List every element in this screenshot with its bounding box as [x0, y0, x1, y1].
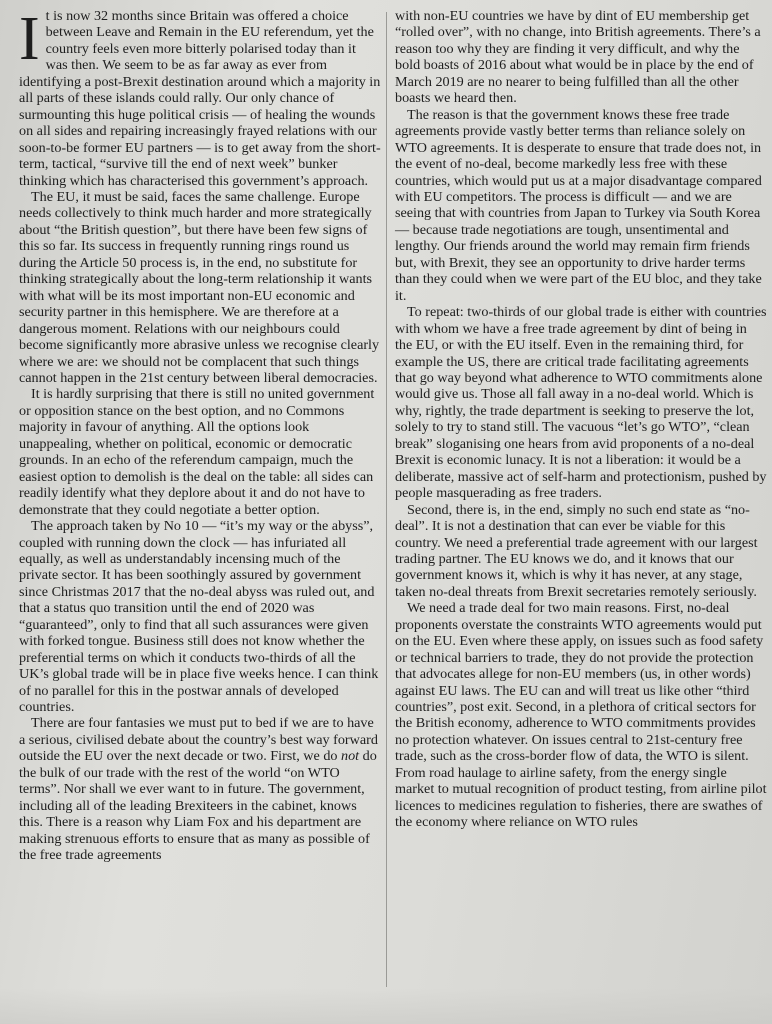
paragraph-3: It is hardly surprising that there is still no united government or opposition stance on the best option, and no Commons majority in favour of anything. All the options look unappealing, whether on political, economic or democratic grounds. In an echo of the referendum campaign, much the easiest option to demolish is the deal on the table: all sides can readily identify what they deplore about it and do not have to demonstrate that they could negotiate a better option. — [19, 386, 375, 518]
right-column — [395, 8, 767, 831]
paragraph-7: The reason is that the government knows these free trade agreements provide vastly better terms than reliance solely on WTO agreements. It is desperate to ensure that trade does not, in the event of no-deal, become markedly less free with these countries, which would put us at a major disadvantage compared with EU competitors. The process is difficult — and we are seeing that with countries from Japan to Turkey via South Korea — because trade negotiations are tough, unsentimental and lengthy. Our friends around the world may remain firm friends but, with Brexit, they see an opportunity to drive harder terms than they could when we were part of the EU bloc, and they take it. — [395, 106, 762, 304]
paragraph-4: The approach taken by No 10 — “it’s my way or the abyss”, coupled with running down the clock — has infuriated all equally, as well as understandably incensing much of the private sector. It has been soothingly assured by government since Christmas 2017 that the no-deal abyss was ruled out, and that a status quo transition until the end of 2020 was “guaranteed”, only to find that all such assurances were given with forked tongue. Business still does not know whether the preferential terms on which it conducts two-thirds of all the UK’s global trade will be in place five weeks hence. I can think of no parallel for this in the postwar annals of developed countries. — [19, 518, 379, 716]
paragraph-5-end: do the bulk of our trade with the rest of the world “on WTO terms”. Nor shall we ever want to in future. The government, including all of the leading Brexiteers in the cabinet, knows this. There is a reason why Liam Fox and his department are making strenuous efforts to ensure that as many as possible of the free trade agreements — [19, 748, 377, 864]
paragraph-5 — [19, 715, 381, 863]
paragraph-8: To repeat: two-thirds of our global trade is either with countries with whom we have a free trade agreement by dint of being in the EU, or with the EU itself. Even in the remaining third, for example the US, there are critical trade facilitating agreements that go way beyond what adherence to WTO commitments alone would give us. Those all fall away in a no-deal world. Which is why, rightly, the trade department is seeking to preserve the lot, solely to try to stand still. The vacuous “let’s go WTO”, “clean break” sloganising one hears from avid proponents of a no-deal Brexit is economic lunacy. It is not a liberation: it would be a deliberate, massive act of self-harm and protectionism, pushed by people masquerading as free traders. — [395, 304, 767, 502]
left-column — [19, 5, 381, 864]
paragraph-10: We need a trade deal for two main reasons. First, no-deal proponents overstate the constraints WTO agreements would put on the EU. Even where these apply, on issues such as food safety or technical barriers to trade, they do not provide the protection that advocates allege for non-EU members (us, in other words) against EU laws. The EU can and will treat us like other “third countries”, post exit. Second, in a plethora of critical sectors for the British economy, adherence to WTO commitments provides no protection whatever. On issues central to 21st-century free trade, such as the cross-border flow of data, the WTO is silent. From road haulage to airline safety, from the energy single market to mutual recognition of product testing, from airline pilot licences to medicines regulation to fisheries, there are swathes of the economy where reliance on WTO rules — [395, 600, 767, 831]
paragraph-2: The EU, it must be said, faces the same challenge. Europe needs collectively to think much harder and more strategically about “the British question”, but there have been few signs of this so far. Its success in frequently running rings round us during the Article 50 process is, in the end, no substitute for thinking strategically about the long-term relationship it wants with what will be its most important non-EU economic and security partner in this hemisphere. We are therefore at a dangerous moment. Relations with our neighbours could become significantly more abrasive unless we recognise clearly where we are: we should not be complacent that such things cannot happen in the 21st century between liberal democracies. — [19, 188, 380, 386]
paragraph-1 — [19, 5, 381, 189]
paragraph-6: with non-EU countries we have by dint of EU membership get “rolled over”, with no change, into British agreements. There’s a reason too why they are finding it very difficult, and why the bold boasts of 2016 about what would be in place by the end of March 2019 are no nearer to being fulfilled than all the other boasts we heard then. — [395, 8, 761, 107]
page-bottom-shadow — [0, 988, 772, 1024]
dropcap: I — [19, 5, 40, 73]
paragraph-5-start: There are four fantasies we must put to bed if we are to have a serious, civilised debate about the country’s best way forward outside the EU over the next decade or two. First, we do — [19, 715, 378, 765]
paragraph-9: Second, there is, in the end, simply no such end state as “no-deal”. It is not a destination that can ever be viable for this country. We need a preferential trade agreement with our largest trading partner. The EU knows we do, and it knows that our government knows it, which is why it has never, at any stage, taken no-deal threats from Brexit secretaries remotely seriously. — [395, 501, 758, 600]
paragraph-1-text: t is now 32 months since Britain was offered a choice between Leave and Remain in the EU referendum, yet the country feels even more bitterly polarised today than it was then. We seem to be as far away as ever from identifying a post-Brexit destination around which a majority in all parts of these islands could rally. Our only chance of surmounting this huge political crisis — of healing the wounds on all sides and repairing increasingly frayed relations with our soon-to-be former EU partners — is to get away from the short-term, tactical, “survive till the end of next week” bunker thinking which has characterised this government’s approach. — [19, 8, 381, 189]
paragraph-5-emphasis: not — [341, 748, 360, 765]
column-divider — [386, 12, 387, 987]
